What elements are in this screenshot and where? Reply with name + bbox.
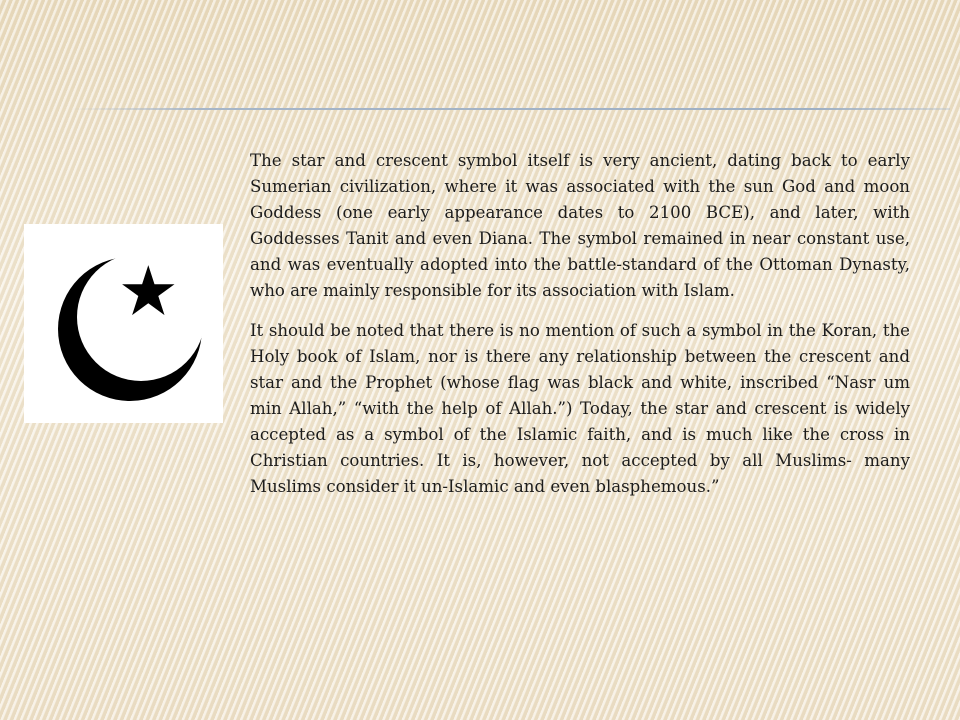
paragraph: It should be noted that there is no mention of such a symbol in the Koran, the Holy book of Islam, nor is there any relationship between the crescent and star and the Prophet (whose flag was black and white, inscribed “Nasr um min Allah,” “with the help of Allah.”) Today, the star and crescent is widely accepted as a symbol of the Islamic faith, and is much like the cross in Christian countries. It is, however, not accepted by all Muslims- many Muslims consider it un-Islamic and even blasphemous.” [250,321,910,496]
title-divider [70,108,950,110]
body-text [250,148,910,514]
star-and-crescent-icon [24,224,223,423]
paragraph: The star and crescent symbol itself is very ancient, dating back to early Sumerian civilization, where it was associated with the sun God and moon Goddess (one early appearance dates to 2100 BCE), and later, with Goddesses Tanit and even Diana. The symbol remained in near constant use, and was eventually adopted into the battle-standard of the Ottoman Dynasty, who are mainly responsible for its association with Islam. [250,151,910,300]
symbol-image [24,224,223,423]
